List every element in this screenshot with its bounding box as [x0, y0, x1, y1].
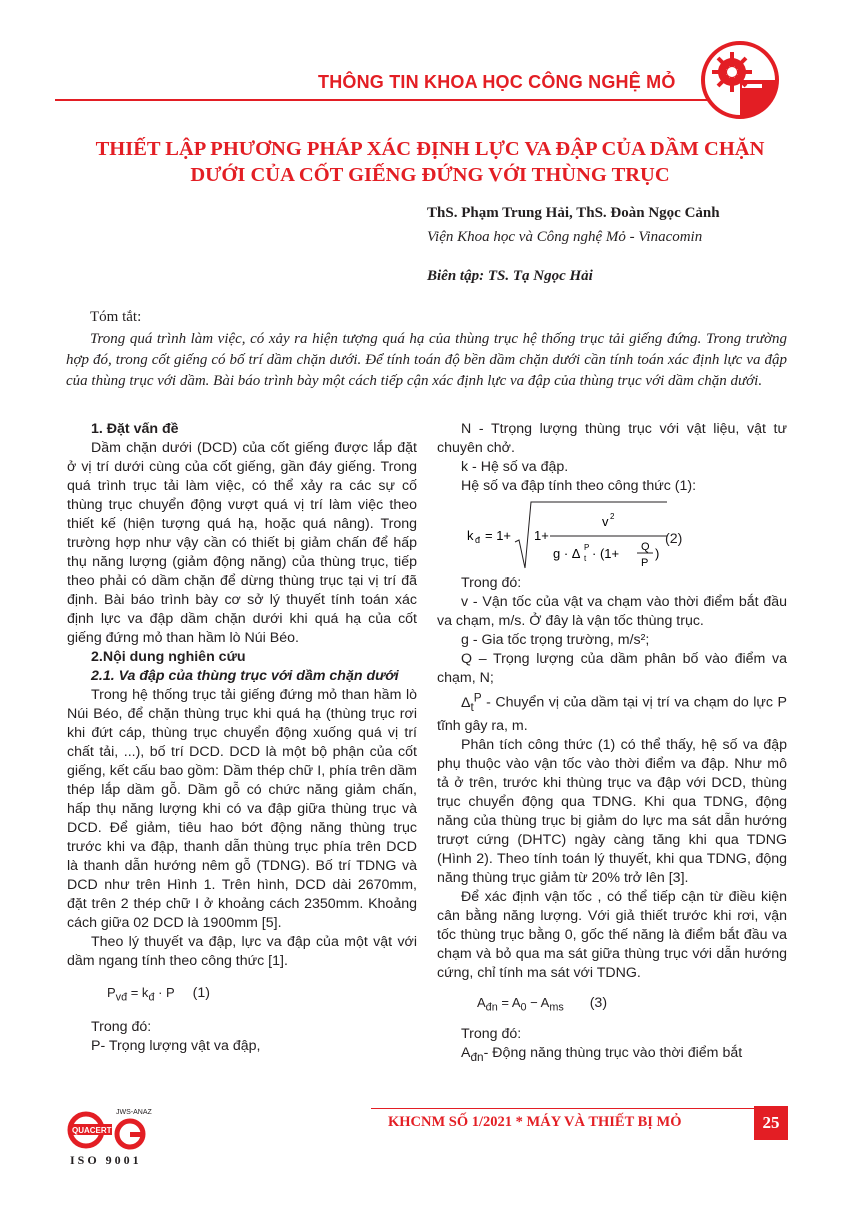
header-divider	[55, 99, 760, 101]
article-title-line2: DƯỚI CỦA CỐT GIẾNG ĐỨNG VỚI THÙNG TRỤC	[190, 164, 670, 186]
paragraph: P- Trọng lượng vật va đập,	[91, 1037, 261, 1054]
delta-symbol: $\Delta_t^P$	[461, 690, 482, 714]
paragraph: g - Gia tốc trọng trường, m/s²;	[461, 632, 650, 648]
paragraph: Để xác định vận tốc , có thể tiếp cận từ điều kiện cân bằng năng lượng. Với giả thiết trước khi rơi, vận tốc thùng trục bằng 0, gốc thế năng là điểm bắt đầu va chạm và bỏ qua ma sát giữa thùng trục với dẫn hướng cứng, chỉ tính ma sát với TDNG.	[437, 888, 787, 981]
svg-text:Q: Q	[641, 541, 650, 553]
symbol: $A_{đn}$	[461, 1045, 484, 1064]
svg-text:): )	[655, 546, 660, 561]
mining-institute-logo	[700, 40, 780, 120]
svg-text:· (1+: · (1+	[592, 546, 620, 561]
svg-text:t: t	[584, 554, 587, 563]
paragraph: Trong đó:	[91, 1018, 152, 1035]
cert-iso-text: ISO 9001	[70, 1153, 142, 1167]
cert-top-text: JWS-ANAZ	[116, 1109, 152, 1116]
formula-2	[437, 496, 787, 574]
paragraph	[437, 688, 787, 736]
svg-text:1+: 1+	[534, 528, 549, 543]
svg-text:P: P	[584, 543, 590, 552]
left-column	[67, 420, 417, 1056]
section-heading-1: 1. Đặt vấn đề	[91, 421, 179, 437]
abstract-label: Tóm tắt:	[90, 309, 142, 325]
formula-3-expr: $A_{đn} = A_0 - A_{ms}$	[477, 994, 564, 1014]
footer-journal-issue: KHCNM SỐ 1/2021 * MÁY VÀ THIẾT BỊ MỎ	[388, 1114, 682, 1130]
affiliation: Viện Khoa học và Công nghệ Mỏ - Vinacomin	[427, 229, 703, 245]
svg-text:g · Δ: g · Δ	[553, 546, 581, 561]
article-title-line1: THIẾT LẬP PHƯƠNG PHÁP XÁC ĐỊNH LỰC VA ĐẬP CỦA DẦM CHẶN	[95, 138, 765, 160]
article-title	[60, 136, 800, 188]
paragraph: Dầm chặn dưới (DCD) của cốt giếng được lắp đặt ở vị trí dưới cùng của cốt giếng, gần đáy giếng. Trong quá trình trục tải làm việc, có thể xảy ra các sự cố thùng trục chuyển động vượt quá vị trí làm việc theo thiết kế (hiện tượng quá hạ, hoặc quá nâng). Trong trường hợp như vậy cần có thiết bị giảm chấn để hấp thụ năng lượng (giảm động năng) của thùng trục, tiếp theo phải có dầm chặn để dừng thùng trục tại vị trí đã định. Bài báo trình bày cơ sở lý thuyết tính toán xác định lực va đập dầm chặn dưới khi quá hạ của cốt giếng đứng mỏ than hầm lò Núi Béo.	[67, 440, 417, 646]
section-heading-2: 2.Nội dung nghiên cứu	[91, 649, 246, 665]
authors: ThS. Phạm Trung Hải, ThS. Đoàn Ngọc Cảnh	[427, 205, 720, 221]
paragraph: v - Vận tốc của vật va chạm vào thời điểm bắt đầu va chạm, m/s. Ở đây là vận tốc thùng trục.	[437, 594, 787, 629]
formula-1	[107, 983, 417, 1008]
paragraph: N - Ttrọng lượng thùng trục với vật liệu, vật tư chuyên chở.	[437, 421, 787, 456]
paragraph: Trong đó:	[461, 575, 522, 591]
paragraph: Q – Trọng lượng của dầm phân bố vào điểm va chạm, N;	[437, 651, 787, 686]
formula-3	[477, 993, 787, 1018]
cert-brand-text: QUACERT	[72, 1126, 112, 1135]
paragraph	[437, 1044, 787, 1067]
svg-text:k: k	[467, 528, 474, 543]
svg-text:đ: đ	[475, 535, 481, 545]
subsection-heading-2-1: 2.1. Va đập của thùng trục với dầm chặn dưới	[91, 668, 399, 684]
svg-text:v: v	[602, 514, 609, 529]
formula-3-number: (3)	[589, 994, 608, 1011]
page-number: 25	[754, 1106, 788, 1140]
journal-header-title: THÔNG TIN KHOA HỌC CÔNG NGHỆ MỎ	[318, 72, 676, 92]
editor: Biên tập: TS. Tạ Ngọc Hải	[427, 268, 593, 284]
paragraph: Phân tích công thức (1) có thể thấy, hệ số va đập phụ thuộc vào vận tốc vào thời điểm va đập. Như mô tả ở trên, trước khi thùng trục va đập với DCD, thùng trục chuyển động qua TDNG. Khi qua TDNG, động năng của thùng trục bị giảm do lực ma sát dẫn hướng trượt cứng (DHTC) ngày càng tăng khi qua TDNG (Hình 2). Theo tính toán lý thuyết, khi qua TDNG, động năng thùng trục giảm từ 20% trở lên [3].	[437, 736, 787, 886]
paragraph: k - Hệ số va đập.	[461, 459, 569, 475]
svg-text:= 1+: = 1+	[485, 528, 512, 543]
right-column	[437, 420, 787, 1067]
quacert-iso-logo	[66, 1104, 156, 1168]
paragraph: Trong hệ thống trục tải giếng đứng mỏ than hầm lò Núi Béo, để chặn thùng trục khi quá hạ (thùng trục rơi khi đứt cáp, thùng trục chuyển động xuống quá vị trí chất tải, ...), bố trí DCD. DCD là một bộ phận của cốt giếng, kết cấu bao gồm: Dầm thép chữ I, phía trên dầm thép lắp dầm gỗ. Dầm gỗ có chức năng giảm chấn, hấp thụ năng lượng khi có va đập giữa thùng trục và DCD. Để giảm, tiêu hao bớt động năng thùng trục trước khi va đập, thanh dẫn thùng trục phía trên DCD là thanh dẫn hướng nêm gỗ (TDNG). Bố trí TDNG và DCD như trên Hình 1. Trên hình, DCD dài 2670mm, đặt trên 2 thép chữ I ở khoảng cách 2350mm. Khoảng cách giữa 02 DCD là 1900mm [5].	[67, 687, 417, 931]
formula-2-number: (2)	[665, 531, 683, 547]
formula-1-number: (1)	[192, 985, 210, 1001]
svg-text:P: P	[641, 557, 649, 569]
paragraph: Trong đó:	[461, 1026, 522, 1043]
abstract-text: Trong quá trình làm việc, có xảy ra hiện tượng quá hạ của thùng trục hệ thống trục tải giếng đứng. Trong trường hợp đó, trong cốt giếng có bố trí dầm chặn dưới. Để tính toán độ bền dầm chặn dưới cần tính toán xác định lực va đập của thùng trục với dầm. Bài báo trình bày một cách tiếp cận xác định lực va đập của thùng trục với dầm chặn dưới.	[66, 331, 787, 389]
svg-text:2: 2	[610, 512, 615, 521]
formula-1-expr: $P_{vđ} = k_đ \cdot P$	[107, 985, 175, 1004]
paragraph: Theo lý thuyết va đập, lực va đập của một vật với dầm ngang tính theo công thức [1].	[67, 934, 417, 969]
paragraph: Hệ số va đập tính theo công thức (1):	[461, 478, 697, 494]
paragraph-text: - Động năng thùng trục vào thời điểm bắt	[483, 1045, 743, 1062]
paragraph-text: - Chuyển vị của dầm tại vị trí va chạm do lực P tĩnh gây ra, m.	[437, 694, 787, 734]
